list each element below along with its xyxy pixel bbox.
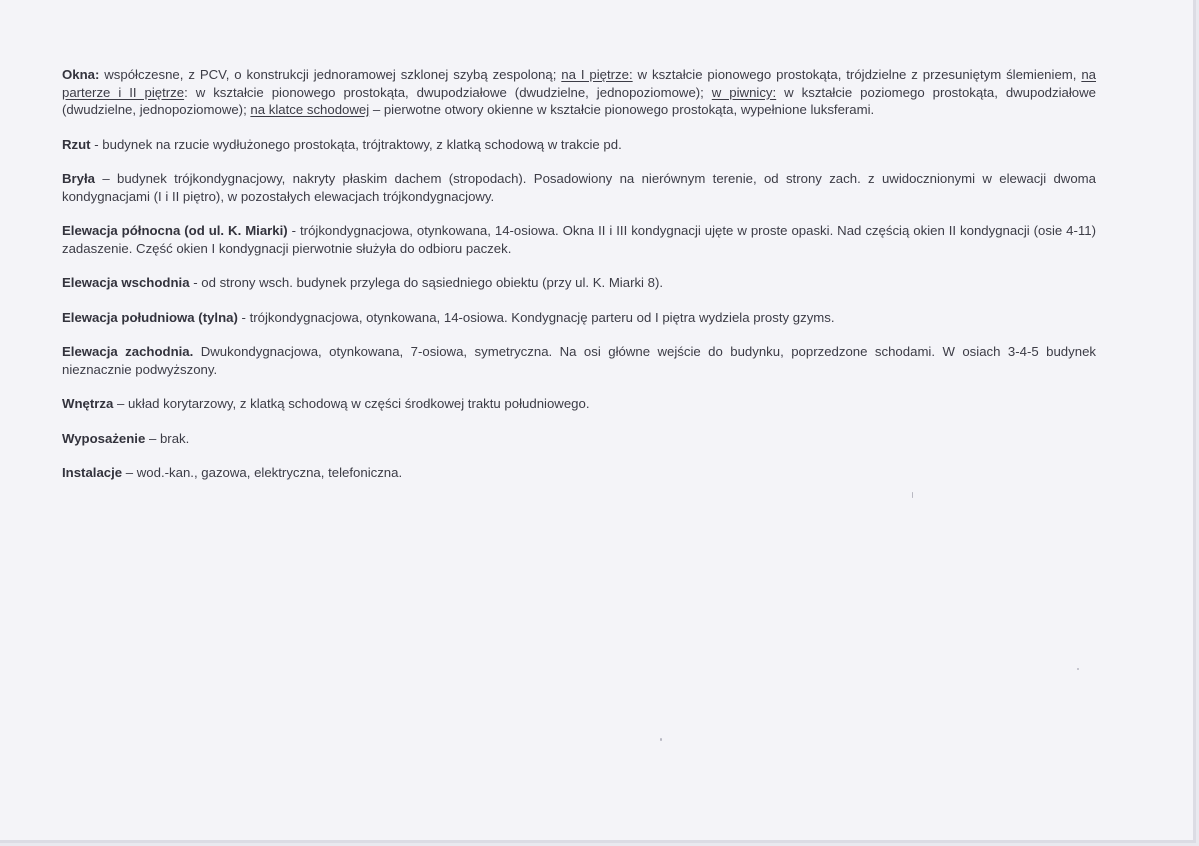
section-wnetrza	[62, 395, 1096, 413]
section-label: Bryła	[62, 171, 95, 186]
section-text: - budynek na rzucie wydłużonego prostokąta, trójtraktowy, z klatką schodową w trakcie pd.	[90, 136, 622, 152]
section-elewacja-zachodnia	[62, 343, 1096, 378]
section-text: - trójkondygnacjowa, otynkowana, 14-osiowa. Kondygnację parteru od I piętra wydziela prosty gzyms.	[237, 309, 835, 325]
section-label: Elewacja wschodnia	[62, 275, 190, 290]
section-rzut	[62, 136, 1096, 154]
section-instalacje	[62, 464, 1096, 482]
section-text: współczesne, z PCV, o konstrukcji jednoramowej szklonej szybą zespoloną;	[99, 67, 562, 82]
section-text: – pierwotne otwory okienne w kształcie pionowego prostokąta, wypełnione luksferami.	[369, 102, 875, 117]
section-label: Elewacja zachodnia.	[62, 344, 194, 359]
section-label: Instalacje	[62, 465, 123, 480]
scan-speck	[660, 738, 662, 741]
section-elewacja-polnocna	[62, 222, 1096, 257]
underlined-term: na I piętrze:	[561, 67, 633, 82]
section-text: w kształcie poziomego prostokąta, dwupodziałowe (dwudzielne, jednopoziomowe);	[62, 84, 1096, 117]
section-text: – układ korytarzowy, z klatką schodową w części środkowej traktu południowego.	[113, 396, 590, 411]
section-label: Wyposażenie	[62, 430, 146, 446]
section-label: Rzut	[62, 136, 91, 152]
underlined-term: na klatce schodowej	[250, 102, 370, 117]
section-bryla	[62, 170, 1096, 205]
underlined-term: na parterze i II piętrze	[62, 67, 1097, 100]
section-text: : w kształcie pionowego prostokąta, dwupodziałowe (dwudzielne, jednopoziomowe);	[184, 84, 712, 100]
scan-speck	[1077, 668, 1079, 670]
underlined-term: w piwnicy:	[711, 84, 777, 100]
section-elewacja-poludniowa	[62, 309, 1096, 327]
document-body	[62, 66, 1096, 499]
section-text: – brak.	[145, 430, 190, 446]
section-text: - od strony wsch. budynek przylega do sąsiedniego obiektu (przy ul. K. Miarki 8).	[189, 275, 664, 290]
section-label: Elewacja północna (od ul. K. Miarki)	[62, 223, 288, 238]
section-text: w kształcie pionowego prostokąta, trójdzielne z przesuniętym ślemieniem,	[632, 67, 1082, 82]
section-label: Okna:	[62, 67, 100, 82]
section-text: - trójkondygnacjowa, otynkowana, 14-osiowa. Okna II i III kondygnacji ujęte w proste opaski. Nad częścią okien II kondygnacji (osie 4-11) zadaszenie. Część okien I kondygnacji pierwotnie służyła do odbioru paczek.	[62, 223, 1096, 256]
section-label: Elewacja południowa (tylna)	[62, 309, 238, 325]
section-elewacja-wschodnia	[62, 274, 1096, 292]
section-text: – budynek trójkondygnacjowy, nakryty płaskim dachem (stropodach). Posadowiony na nierównym terenie, od strony zach. z uwidocznionymi w elewacji dwoma kondygnacjami (I i II piętro), w pozostałych elewacjach trójkondygnacjowy.	[62, 171, 1096, 204]
section-text: – wod.-kan., gazowa, elektryczna, telefoniczna.	[122, 465, 403, 480]
section-label: Wnętrza	[62, 396, 114, 411]
section-text: Dwukondygnacjowa, otynkowana, 7-osiowa, symetryczna. Na osi główne wejście do budynku, poprzedzone schodami. W osiach 3-4-5 budynek nieznacznie podwyższony.	[62, 344, 1096, 377]
section-okna	[62, 66, 1096, 119]
section-wyposazenie	[62, 430, 1096, 448]
